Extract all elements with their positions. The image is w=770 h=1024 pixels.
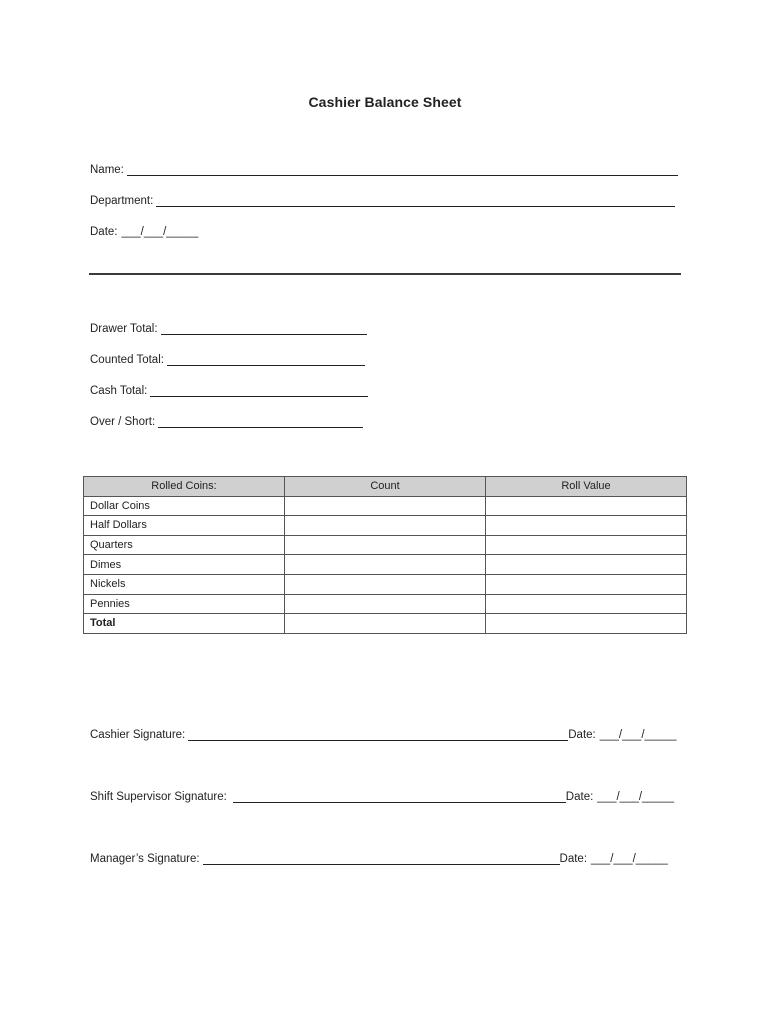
cashier-date-label: Date: (568, 729, 596, 741)
cashier-signature-label: Cashier Signature: (90, 729, 186, 741)
drawer-total-field[interactable] (90, 322, 367, 335)
count-cell[interactable] (285, 516, 486, 536)
drawer-total-label: Drawer Total: (90, 323, 158, 335)
row-label: Pennies (84, 594, 285, 614)
roll-value-cell[interactable] (486, 574, 687, 594)
cashier-date-blank[interactable]: ___/___/_____ (599, 729, 677, 741)
over-short-label: Over / Short: (90, 416, 156, 428)
count-cell[interactable] (285, 496, 486, 516)
roll-value-cell[interactable] (486, 535, 687, 555)
supervisor-signature-field[interactable] (90, 790, 674, 803)
count-cell[interactable] (285, 535, 486, 555)
department-label: Department: (90, 195, 154, 207)
count-cell[interactable] (285, 594, 486, 614)
over-short-line[interactable] (158, 415, 363, 428)
count-cell[interactable] (285, 574, 486, 594)
row-label: Nickels (84, 574, 285, 594)
drawer-total-line[interactable] (161, 322, 367, 335)
total-label: Total (84, 614, 285, 634)
table-total-row (84, 614, 687, 634)
table-row (84, 535, 687, 555)
row-label: Dimes (84, 555, 285, 575)
counted-total-label: Counted Total: (90, 354, 164, 366)
table-row (84, 574, 687, 594)
department-field[interactable] (90, 194, 675, 207)
cashier-signature-line[interactable] (188, 728, 568, 741)
count-cell[interactable] (285, 555, 486, 575)
page-title: Cashier Balance Sheet (308, 94, 462, 110)
table-row (84, 555, 687, 575)
supervisor-signature-label: Shift Supervisor Signature: (90, 791, 227, 803)
manager-date-label: Date: (559, 853, 588, 865)
supervisor-date-blank[interactable]: ___/___/_____ (597, 791, 675, 803)
roll-value-cell[interactable] (486, 496, 687, 516)
supervisor-signature-line[interactable] (233, 790, 566, 803)
roll-value-cell[interactable] (486, 594, 687, 614)
roll-value-cell[interactable] (486, 555, 687, 575)
section-divider (89, 273, 681, 275)
table-row (84, 516, 687, 536)
table-header-row (84, 477, 687, 497)
cash-total-line[interactable] (150, 384, 368, 397)
roll-value-cell[interactable] (486, 516, 687, 536)
table-row (84, 496, 687, 516)
manager-signature-field[interactable] (90, 852, 668, 865)
name-label: Name: (90, 164, 124, 176)
row-label: Dollar Coins (84, 496, 285, 516)
manager-signature-line[interactable] (203, 852, 560, 865)
header-roll-value: Roll Value (486, 477, 687, 497)
name-field[interactable] (90, 163, 678, 176)
table-row (84, 594, 687, 614)
name-line[interactable] (127, 163, 678, 176)
date-field[interactable] (90, 226, 198, 238)
cash-total-field[interactable] (90, 384, 368, 397)
over-short-field[interactable] (90, 415, 363, 428)
header-count: Count (285, 477, 486, 497)
date-label: Date: (90, 226, 118, 238)
manager-signature-label: Manager’s Signature: (90, 853, 200, 865)
row-label: Half Dollars (84, 516, 285, 536)
rolled-coins-table (83, 476, 687, 634)
supervisor-date-label: Date: (565, 791, 594, 803)
department-line[interactable] (156, 194, 675, 207)
total-count-cell[interactable] (285, 614, 486, 634)
counted-total-line[interactable] (167, 353, 365, 366)
row-label: Quarters (84, 535, 285, 555)
cash-total-label: Cash Total: (90, 385, 148, 397)
total-roll-value-cell[interactable] (486, 614, 687, 634)
counted-total-field[interactable] (90, 353, 365, 366)
date-blank[interactable]: ___/___/_____ (121, 226, 199, 238)
cashier-signature-field[interactable] (90, 728, 677, 741)
header-rolled-coins: Rolled Coins: (84, 477, 285, 497)
manager-date-blank[interactable]: ___/___/_____ (591, 853, 668, 865)
